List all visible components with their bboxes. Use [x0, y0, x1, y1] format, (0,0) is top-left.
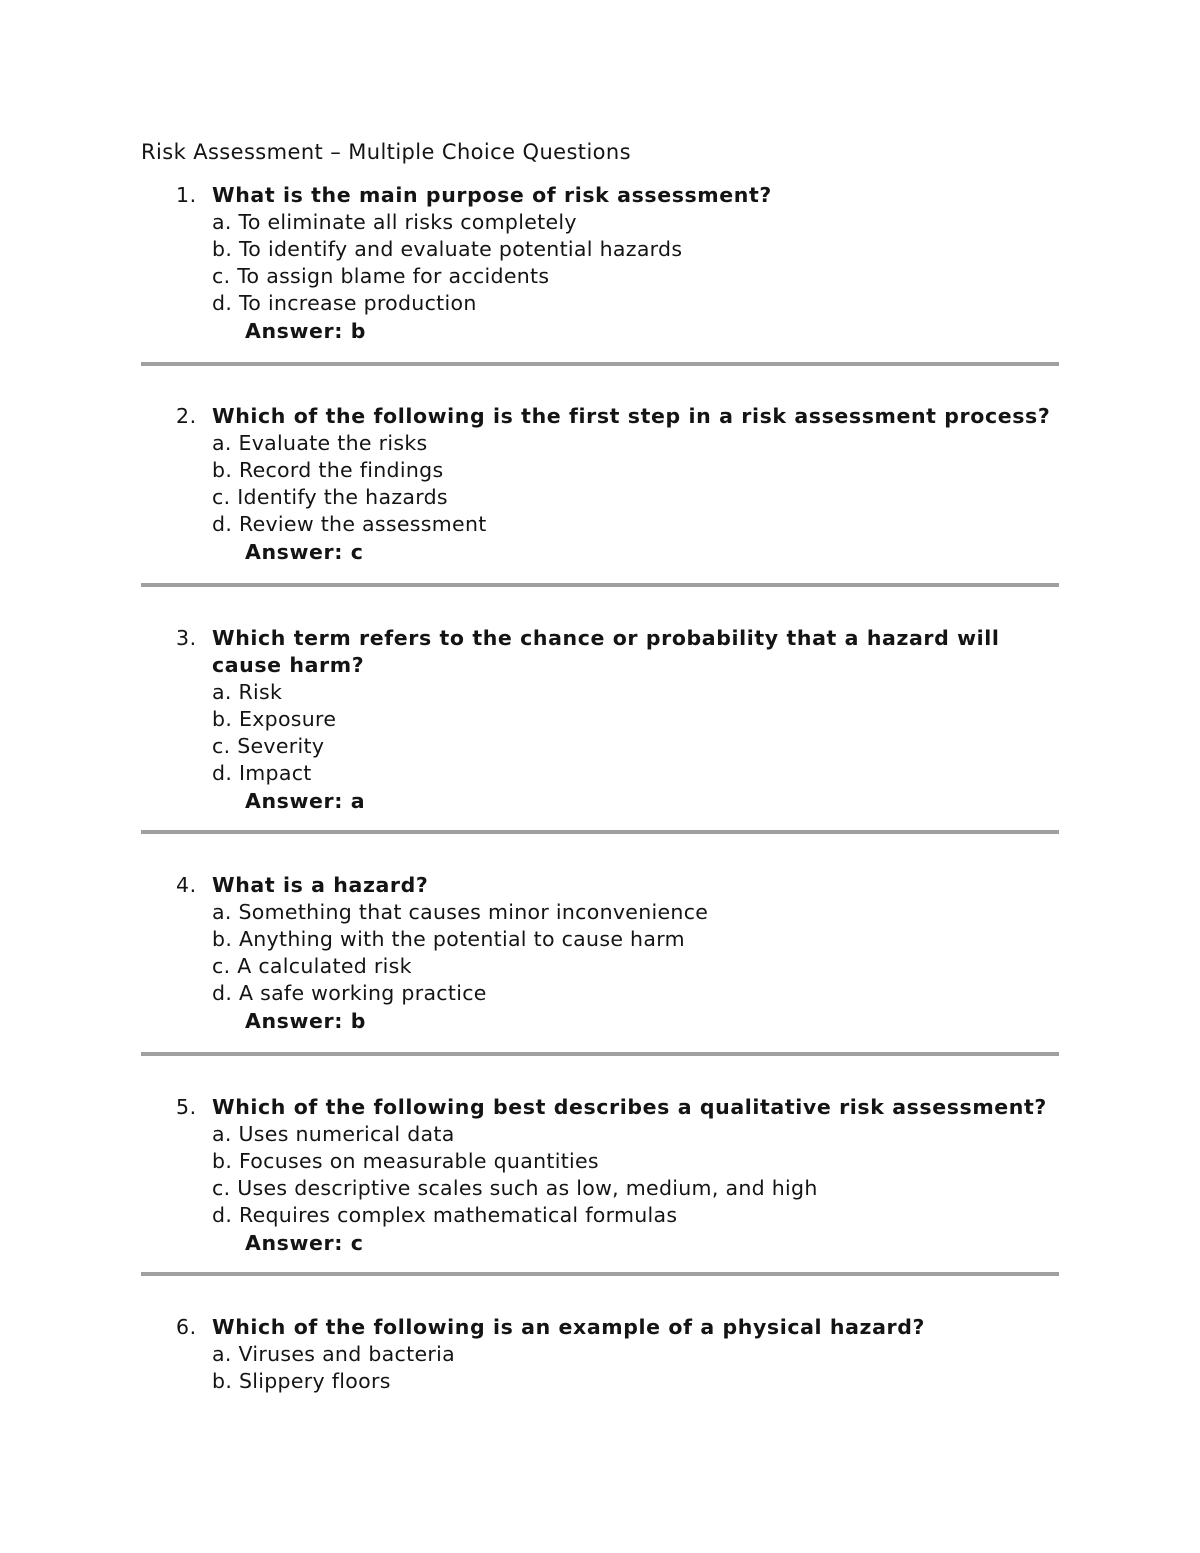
option-list — [212, 1121, 1059, 1229]
question-text: Which of the following is the first step in a risk assessment process? — [212, 404, 1051, 428]
question-text: What is a hazard? — [212, 873, 429, 897]
question-2 — [141, 403, 1059, 566]
question-5 — [141, 1094, 1059, 1257]
question-number: 4. — [176, 873, 197, 897]
option-b: b. To identify and evaluate potential hazards — [212, 237, 683, 261]
answer-label: Answer: b — [245, 1009, 367, 1033]
option-c: c. To assign blame for accidents — [212, 264, 550, 288]
answer-label: Answer: c — [245, 540, 364, 564]
option-a: a. Evaluate the risks — [212, 431, 428, 455]
option-b: b. Record the findings — [212, 458, 444, 482]
option-list — [212, 679, 1059, 787]
option-c: c. Severity — [212, 734, 325, 758]
question-text: Which of the following is an example of a physical hazard? — [212, 1315, 925, 1339]
option-list — [212, 209, 1059, 317]
option-list — [212, 1341, 1059, 1395]
question-4 — [141, 872, 1059, 1035]
question-text: Which of the following best describes a qualitative risk assessment? — [212, 1095, 1047, 1119]
option-d: d. To increase production — [212, 291, 477, 315]
divider-rule — [141, 583, 1059, 587]
page-title: Risk Assessment – Multiple Choice Questions — [141, 140, 631, 164]
option-c: c. Identify the hazards — [212, 485, 448, 509]
divider-rule — [141, 1272, 1059, 1276]
option-d: d. Review the assessment — [212, 512, 487, 536]
option-list — [212, 430, 1059, 538]
question-number: 5. — [176, 1095, 197, 1119]
question-text: What is the main purpose of risk assessment? — [212, 183, 772, 207]
option-b: b. Slippery floors — [212, 1369, 391, 1393]
divider-rule — [141, 830, 1059, 834]
answer-label: Answer: b — [245, 319, 367, 343]
option-a: a. Uses numerical data — [212, 1122, 455, 1146]
question-number: 3. — [176, 626, 197, 650]
option-a: a. Risk — [212, 680, 283, 704]
question-6 — [141, 1314, 1059, 1395]
answer-label: Answer: a — [245, 789, 366, 813]
option-d: d. A safe working practice — [212, 981, 487, 1005]
question-number: 1. — [176, 183, 197, 207]
option-d: d. Requires complex mathematical formulas — [212, 1203, 678, 1227]
divider-rule — [141, 1052, 1059, 1056]
answer-label: Answer: c — [245, 1231, 364, 1255]
option-c: c. Uses descriptive scales such as low, medium, and high — [212, 1176, 818, 1200]
option-d: d. Impact — [212, 761, 312, 785]
option-b: b. Anything with the potential to cause harm — [212, 927, 685, 951]
divider-rule — [141, 362, 1059, 366]
option-b: b. Exposure — [212, 707, 337, 731]
option-b: b. Focuses on measurable quantities — [212, 1149, 599, 1173]
option-a: a. Viruses and bacteria — [212, 1342, 455, 1366]
option-list — [212, 899, 1059, 1007]
question-number: 6. — [176, 1315, 197, 1339]
option-c: c. A calculated risk — [212, 954, 412, 978]
question-number: 2. — [176, 404, 197, 428]
option-a: a. Something that causes minor inconvenience — [212, 900, 709, 924]
question-1 — [141, 182, 1059, 345]
option-a: a. To eliminate all risks completely — [212, 210, 577, 234]
question-3 — [141, 625, 1059, 815]
question-text: Which term refers to the chance or probability that a hazard will cause harm? — [212, 626, 1000, 677]
